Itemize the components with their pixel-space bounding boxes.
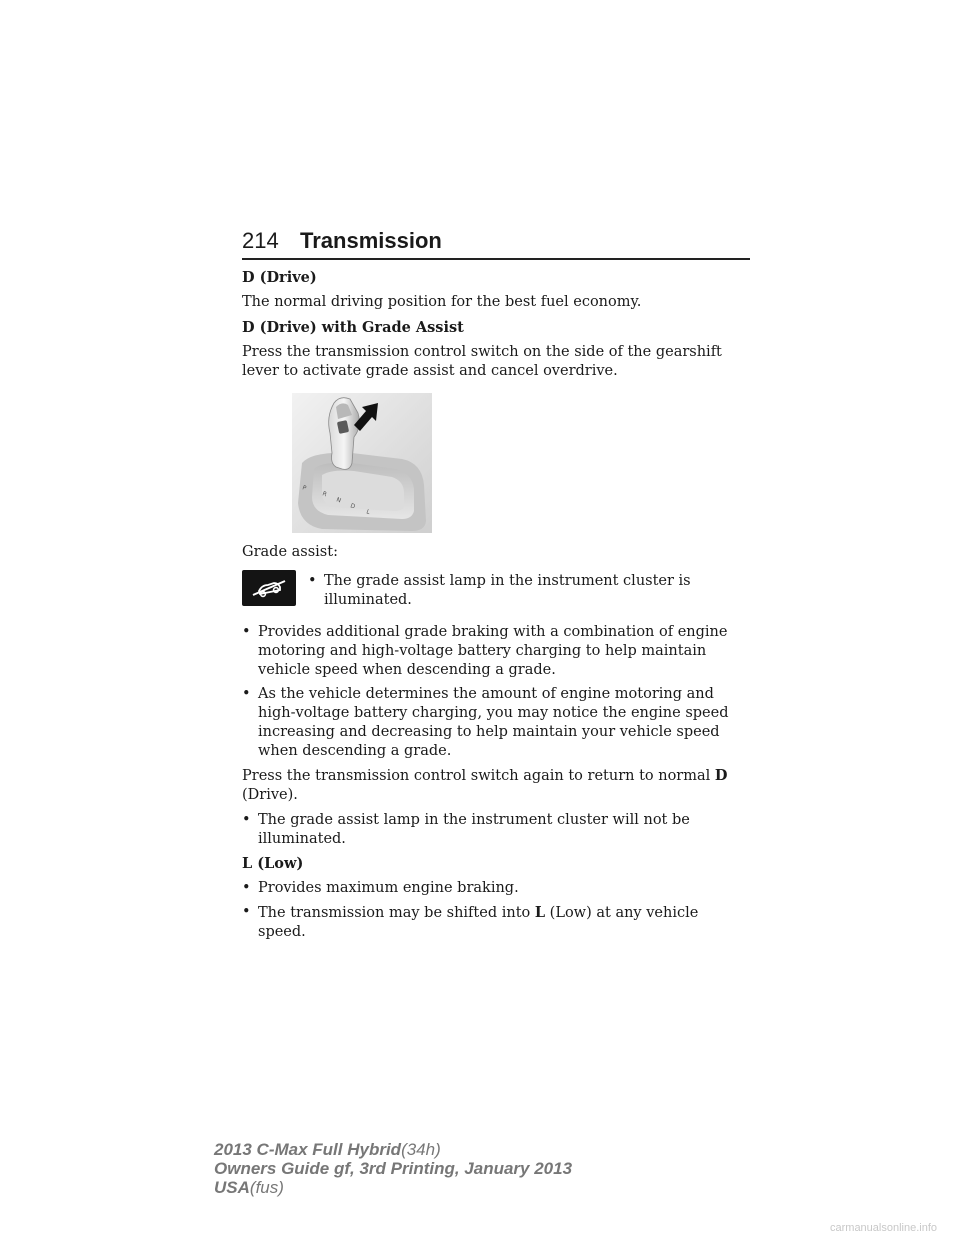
list-item: • Provides maximum engine braking. [242, 880, 519, 896]
bullet-glyph: • [242, 812, 251, 828]
page-header [242, 228, 750, 260]
footer-line-1: 2013 C-Max Full Hybrid(34h) [214, 1140, 441, 1159]
list-item: • Provides additional grade braking with a combination of engine motoring and high-voltage battery charging to help maintain vehicle speed when descending a grade. [242, 624, 728, 678]
chapter-title: Transmission [300, 228, 442, 253]
bullet-glyph: • [242, 686, 251, 702]
grade-assist-text: Press the transmission control switch on the side of the gearshift lever to activate grade assist and cancel overdrive. [242, 344, 722, 379]
bullet-glyph: • [242, 904, 251, 920]
grade-assist-heading: D (Drive) with Grade Assist [242, 319, 464, 336]
lamp-row [242, 568, 750, 615]
return-text: Press the transmission control switch again to return to normal D (Drive). [242, 767, 728, 803]
low-heading: L (Low) [242, 855, 304, 872]
page-footer [214, 1140, 572, 1197]
lamp-bullet: • The grade assist lamp in the instrument cluster is illuminated. [308, 573, 691, 608]
list-item: • As the vehicle determines the amount of engine motoring and high-voltage battery charging, you may notice the engine speed increasing and decreasing to help maintain your vehicle speed when descending a grade. [242, 686, 729, 759]
footer-line-2: Owners Guide gf, 3rd Printing, January 2013 [214, 1159, 573, 1178]
watermark: carmanualsonline.info [830, 1222, 938, 1234]
drive-text: The normal driving position for the best fuel economy. [242, 294, 642, 310]
bullet-glyph: • [242, 624, 251, 640]
grade-assist-label: Grade assist: [242, 544, 338, 560]
page-number: 214 [242, 228, 279, 253]
footer-line-3: USA(fus) [214, 1178, 284, 1197]
grade-assist-bullets [242, 623, 750, 761]
drive-heading: D (Drive) [242, 269, 317, 286]
gear-letter-p: P [301, 484, 308, 493]
bullet-glyph: • [308, 573, 317, 589]
gear-letter-l: L [365, 508, 371, 517]
gear-letter-r: R [321, 490, 328, 499]
page-content [242, 228, 750, 947]
gearshift-illustration [292, 393, 432, 533]
not-illuminated-bullet: • The grade assist lamp in the instrument cluster will not be illuminated. [242, 812, 690, 847]
gear-letter-n: N [335, 496, 342, 505]
gear-letter-d: D [349, 502, 357, 511]
grade-assist-lamp-icon [242, 570, 296, 606]
list-item: • The transmission may be shifted into L (Low) at any vehicle speed. [242, 904, 699, 940]
bullet-glyph: • [242, 880, 251, 896]
gearshift-figure [292, 393, 432, 533]
